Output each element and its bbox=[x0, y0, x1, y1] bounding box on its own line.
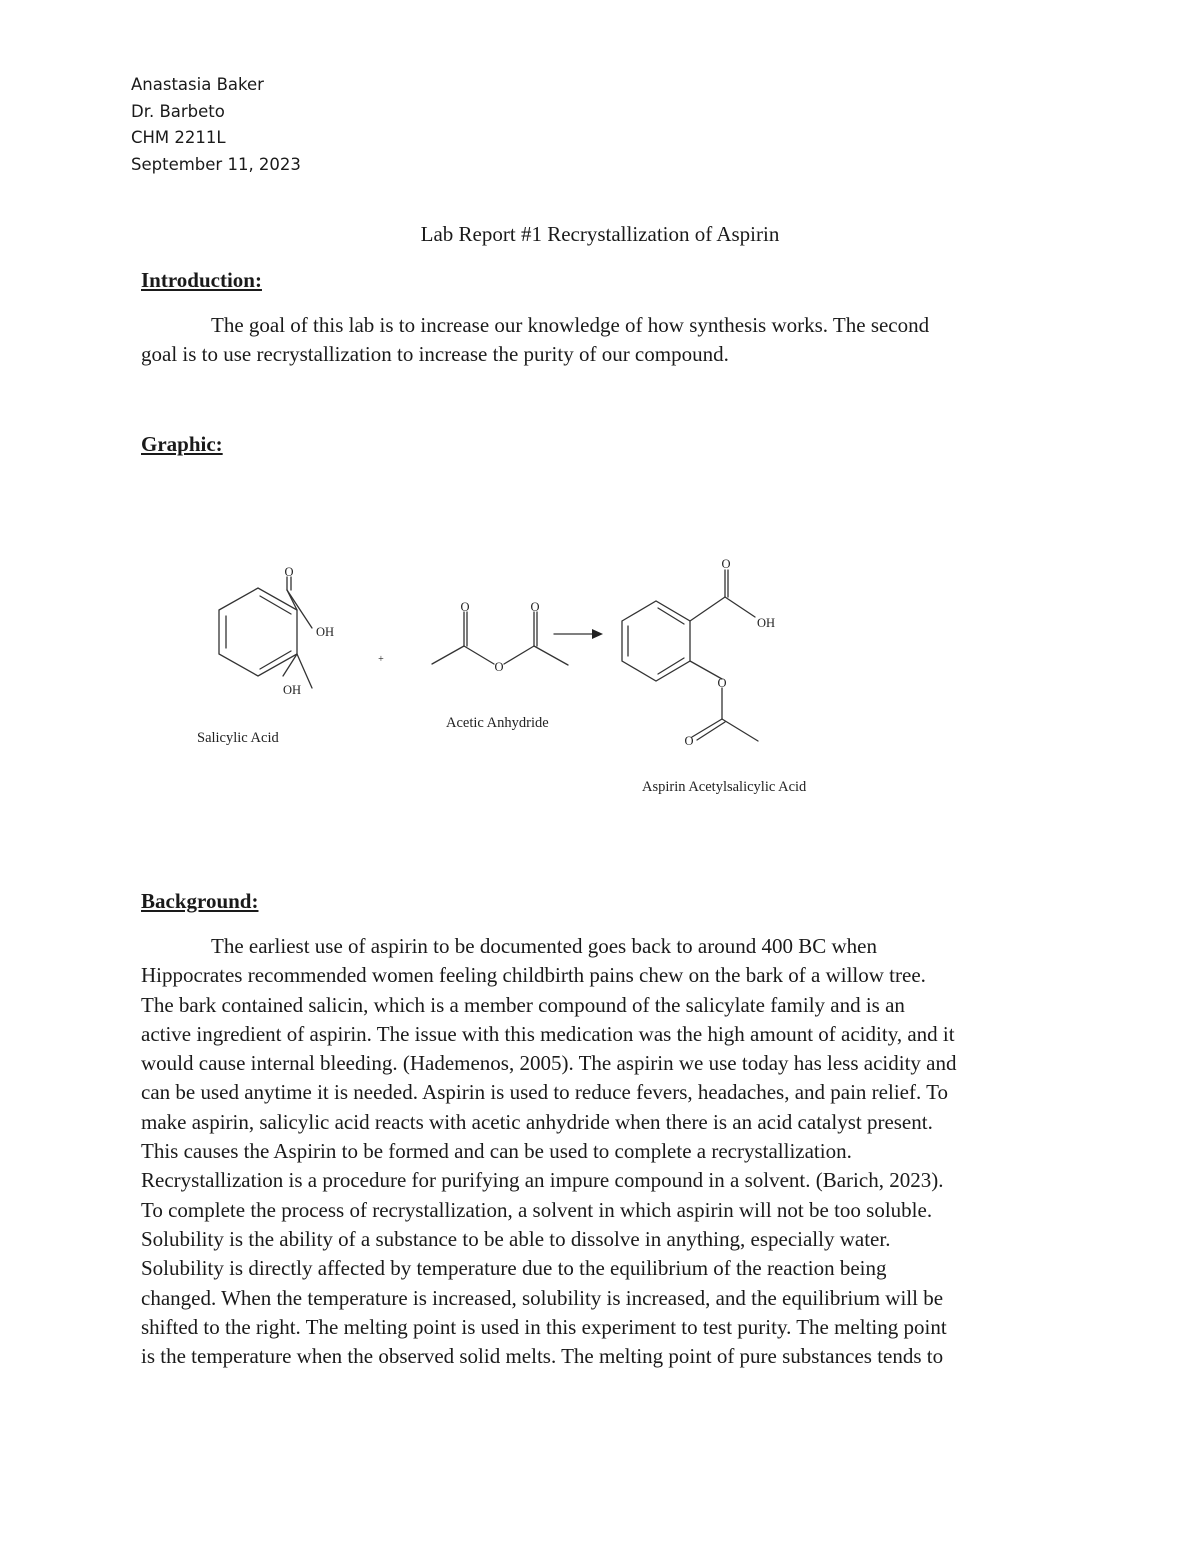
report-date: September 11, 2023 bbox=[131, 154, 301, 174]
paragraph-line: Hippocrates recommended women feeling childbirth pains chew on the bark of a willow tree. bbox=[141, 963, 926, 988]
course-code: CHM 2211L bbox=[131, 128, 226, 147]
paragraph-line: To complete the process of recrystallization, a solvent in which aspirin will not be too soluble. bbox=[141, 1197, 933, 1222]
plus-sign: + bbox=[378, 654, 384, 665]
atom-label: O bbox=[721, 557, 731, 571]
paragraph-line: changed. When the temperature is increased, solubility is increased, and the equilibrium will be bbox=[141, 1285, 944, 1310]
paragraph-line: Solubility is directly affected by temperature due to the equilibrium of the reaction being bbox=[141, 1256, 887, 1281]
report-title: Lab Report #1 Recrystallization of Aspirin bbox=[420, 222, 780, 246]
header-block bbox=[131, 72, 301, 178]
atom-label: O bbox=[530, 600, 540, 614]
paragraph-line: The earliest use of aspirin to be documented goes back to around 400 BC when bbox=[211, 934, 877, 958]
atom-label: O bbox=[684, 734, 694, 748]
atom-label: OH bbox=[757, 616, 776, 630]
aspirin-label: Aspirin Acetylsalicylic Acid bbox=[642, 779, 807, 795]
atom-label: OH bbox=[283, 683, 302, 697]
paragraph-line: Solubility is the ability of a substance to be able to dissolve in anything, especially water. bbox=[141, 1226, 891, 1251]
paragraph-line: is the temperature when the observed solid melts. The melting point of pure substances tends to bbox=[141, 1344, 944, 1369]
paragraph-line: Recrystallization is a procedure for purifying an impure compound in a solvent. (Barich, 2023). bbox=[141, 1168, 944, 1193]
paragraph-line: goal is to use recrystallization to increase the purity of our compound. bbox=[141, 342, 729, 367]
atom-label: O bbox=[460, 600, 470, 614]
introduction-heading: Introduction: bbox=[141, 268, 262, 292]
background-heading: Background: bbox=[141, 889, 259, 913]
graphic-heading: Graphic: bbox=[141, 432, 223, 456]
paragraph-line: can be used anytime it is needed. Aspirin is used to reduce fevers, headaches, and pain relief. To bbox=[141, 1080, 948, 1105]
acetic-anhydride-label: Acetic Anhydride bbox=[446, 715, 549, 731]
paragraph-line: active ingredient of aspirin. The issue with this medication was the high amount of acidity, and it bbox=[141, 1021, 955, 1046]
benzene-ring-salicylic bbox=[219, 588, 297, 676]
background-paragraph bbox=[141, 932, 1071, 1371]
atom-label: O bbox=[284, 565, 294, 579]
atom-label: OH bbox=[316, 625, 335, 639]
author-name: Anastasia Baker bbox=[131, 75, 264, 94]
benzene-ring-aspirin bbox=[622, 601, 690, 681]
instructor-name: Dr. Barbeto bbox=[131, 101, 225, 121]
paragraph-line: shifted to the right. The melting point is used in this experiment to test purity. The melting point bbox=[141, 1314, 947, 1339]
aspirin-synthesis-diagram bbox=[170, 545, 850, 810]
paragraph-line: make aspirin, salicylic acid reacts with acetic anhydride when there is an acid catalyst present. bbox=[141, 1109, 933, 1134]
paragraph-line: would cause internal bleeding. (Hademenos, 2005). The aspirin we use today has less acidity and bbox=[141, 1051, 957, 1076]
salicylic-acid-label: Salicylic Acid bbox=[197, 730, 279, 746]
paragraph-line: The goal of this lab is to increase our knowledge of how synthesis works. The second bbox=[211, 313, 930, 337]
paragraph-line: This causes the Aspirin to be formed and can be used to complete a recrystallization. bbox=[141, 1139, 852, 1164]
atom-label: O bbox=[494, 660, 504, 674]
paragraph-line: The bark contained salicin, which is a member compound of the salicylate family and is an bbox=[141, 992, 905, 1017]
introduction-paragraph bbox=[141, 311, 1071, 370]
arrow-head bbox=[592, 629, 603, 639]
atom-label: O bbox=[717, 676, 727, 690]
